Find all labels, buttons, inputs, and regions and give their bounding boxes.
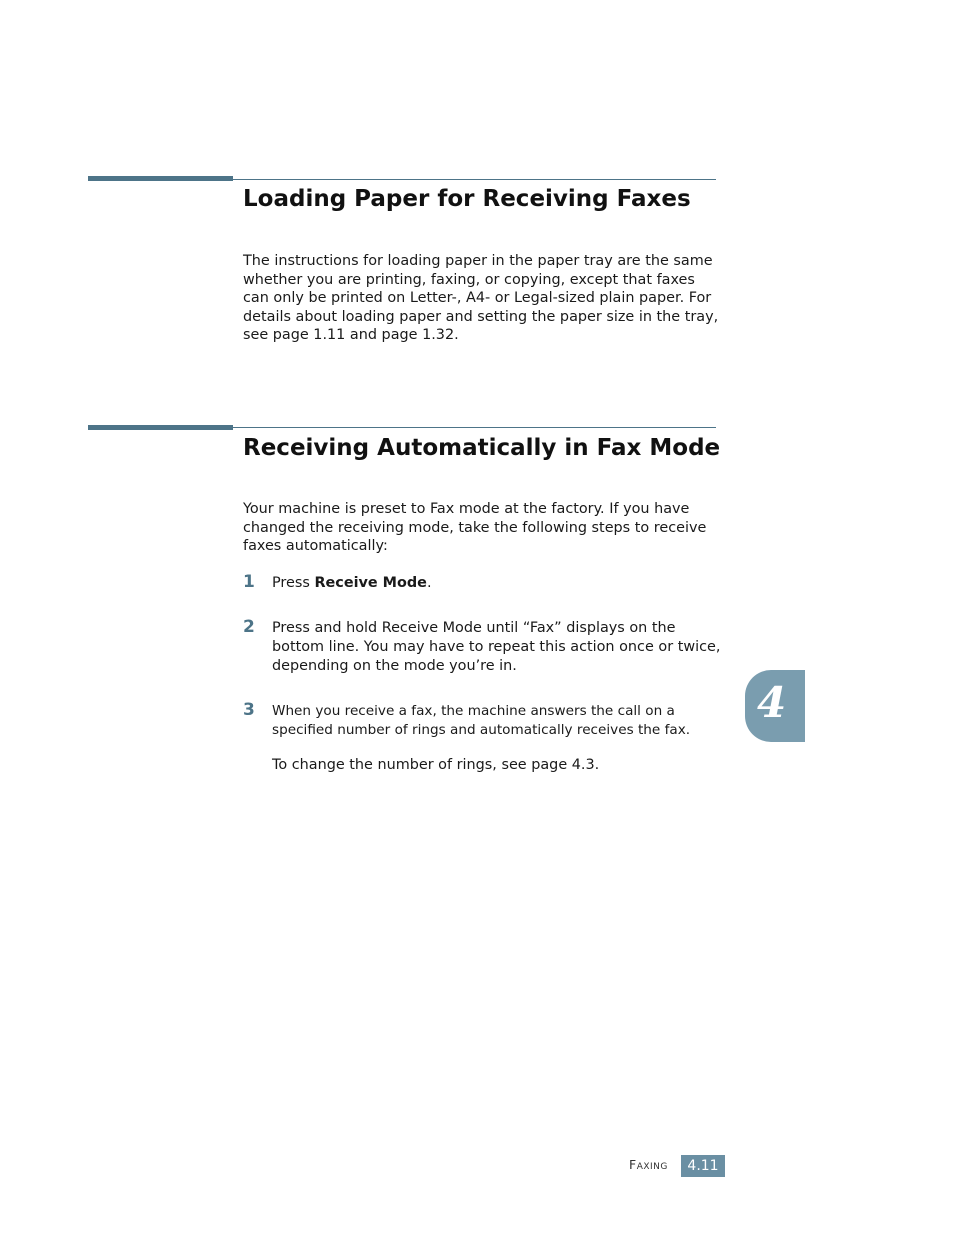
section-paragraph-loading-paper: The instructions for loading paper in the paper tray are the same whether you are printing, faxing, or copying, except that faxes can only be printed on Letter-, A4- or Legal-sized plain paper. For details about loading paper and setting the paper size in the tray, see page 1.11 and page 1.32. — [243, 253, 719, 344]
step-number: 3 — [243, 700, 255, 720]
section-title-loading-paper: Loading Paper for Receiving Faxes — [243, 186, 691, 212]
section-rule-thin — [233, 427, 716, 428]
step-number: 2 — [243, 617, 255, 637]
chapter-number: 4 — [757, 678, 787, 727]
step-text: When you receive a fax, the machine answers the call on a specified number of rings and automatically receives the fax. — [272, 703, 691, 738]
step-text-prefix: Press — [272, 575, 315, 591]
chapter-tab — [745, 670, 805, 742]
footer-section-name: Faxing — [629, 1157, 668, 1172]
section-title-receiving-automatically: Receiving Automatically in Fax Mode — [243, 435, 721, 461]
receive-mode-button-label: Receive Mode — [314, 575, 427, 591]
step-text — [272, 574, 722, 593]
step-note: To change the number of rings, see page 4.3. — [272, 757, 600, 773]
step-number: 1 — [243, 572, 255, 592]
step-text: Press and hold Receive Mode until “Fax” displays on the bottom line. You may have to repeat this action once or twice, depending on the mode you’re in. — [272, 620, 721, 674]
section-rule-thin — [233, 179, 716, 180]
section-rule-thick — [88, 176, 233, 181]
section-rule-thick — [88, 425, 233, 430]
footer-page-number: 4.11 — [681, 1155, 725, 1177]
step-text-suffix: . — [426, 575, 432, 591]
section-paragraph-receiving-automatically: Your machine is preset to Fax mode at the factory. If you have changed the receiving mode, take the following steps to receive faxes automatically: — [243, 501, 707, 555]
